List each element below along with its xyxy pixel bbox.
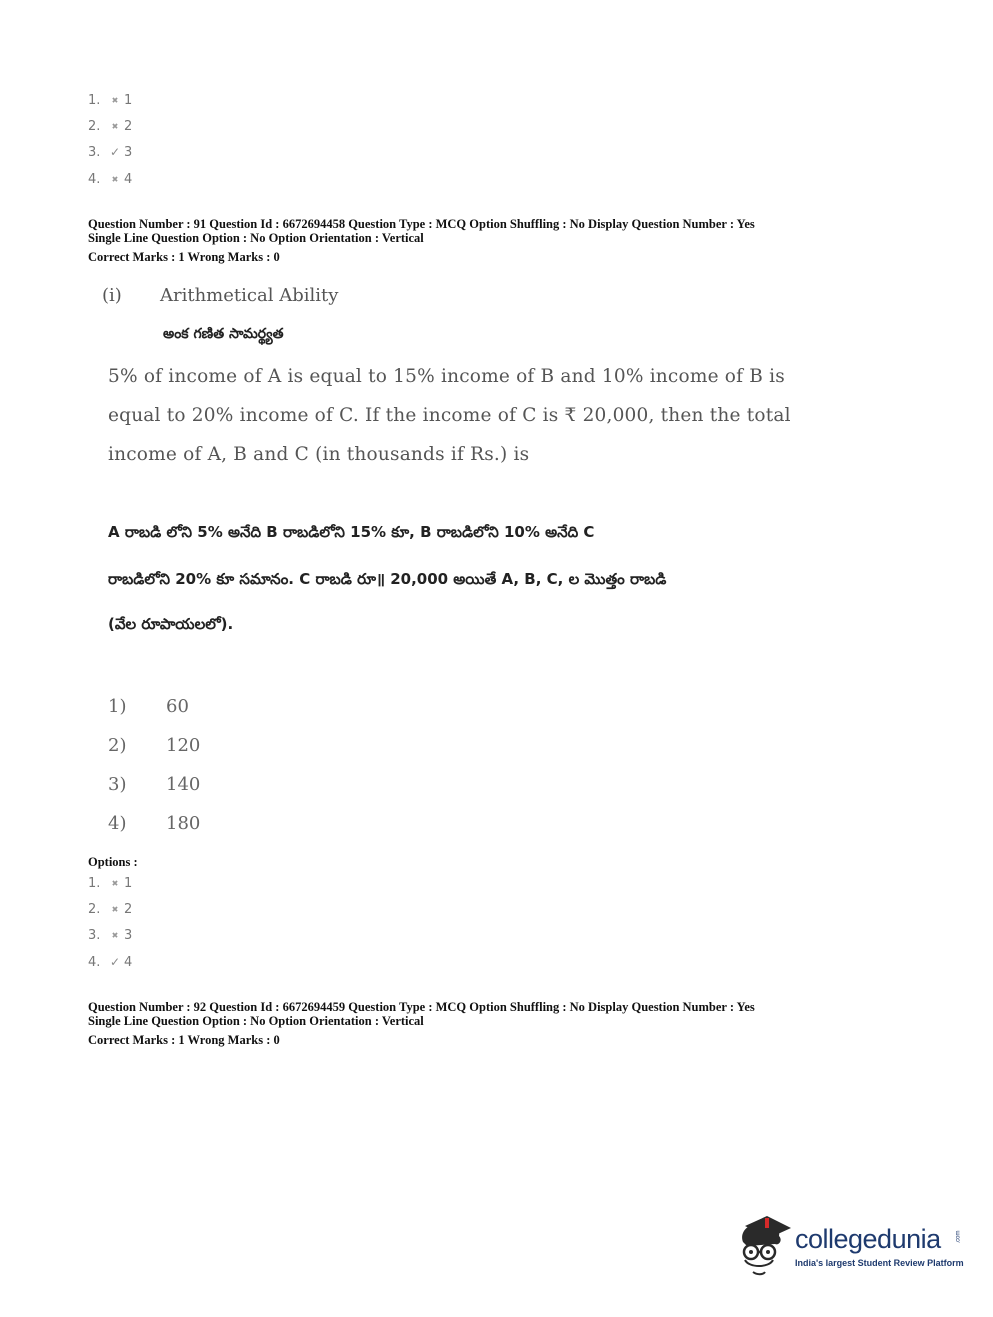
section-title: Arithmetical Ability <box>160 285 339 306</box>
wrong-mark-icon: ✖ <box>111 121 119 131</box>
question-english-line2: equal to 20% income of C. If the income of C is ₹ 20,000, then the total <box>108 405 791 426</box>
option-1: 1. ✖ 1 <box>88 875 133 891</box>
option-4: 4. ✓ 4 <box>88 954 133 970</box>
wrong-mark-icon: ✖ <box>111 174 119 184</box>
prev-option-1: 1. ✖ 1 <box>88 92 133 108</box>
wrong-mark-icon: ✖ <box>111 904 119 914</box>
logo-tagline: India's largest Student Review Platform <box>795 1258 964 1268</box>
q92-meta-line2: Single Line Question Option : No Option Orientation : Vertical <box>88 1014 424 1028</box>
question-telugu-line3: (వేల రూపాయలలో). <box>108 615 234 633</box>
q91-meta-line3: Correct Marks : 1 Wrong Marks : 0 <box>88 250 280 264</box>
q91-meta-line1: Question Number : 91 Question Id : 6672694458 Question Type : MCQ Option Shuffling : No Display Question Number : Yes <box>88 217 755 231</box>
section-title-telugu: అంక గణిత సామర్థ్యత <box>163 326 284 342</box>
prev-option-3: 3. ✓ 3 <box>88 144 133 160</box>
question-telugu-line1: A రాబడి లోని 5% అనేది B రాబడిలోని 15% కూ, B రాబడిలోని 10% అనేది C <box>108 523 595 541</box>
wrong-mark-icon: ✖ <box>111 930 119 940</box>
q92-meta-line3: Correct Marks : 1 Wrong Marks : 0 <box>88 1033 280 1047</box>
check-mark-icon: ✓ <box>109 955 121 969</box>
logo-suffix: .com <box>955 1230 962 1244</box>
option-3: 3. ✖ 3 <box>88 927 133 943</box>
wrong-mark-icon: ✖ <box>111 95 119 105</box>
answer-choice-4: 4) 180 <box>108 813 201 834</box>
options-label: Options : <box>88 855 138 869</box>
answer-choice-3: 3) 140 <box>108 774 201 795</box>
wrong-mark-icon: ✖ <box>111 878 119 888</box>
option-2: 2. ✖ 2 <box>88 901 133 917</box>
mascot-icon <box>735 1212 793 1278</box>
logo-name: collegedunia <box>795 1224 941 1254</box>
q91-meta-line2: Single Line Question Option : No Option Orientation : Vertical <box>88 231 424 245</box>
answer-choice-1: 1) 60 <box>108 696 189 717</box>
question-english-line3: income of A, B and C (in thousands if Rs.) is <box>108 444 530 465</box>
collegedunia-logo <box>735 1212 965 1282</box>
check-mark-icon: ✓ <box>109 145 121 159</box>
prev-option-4: 4. ✖ 4 <box>88 171 133 187</box>
question-telugu-line2: రాబడిలోని 20% కూ సమానం. C రాబడి రూ॥ 20,000 అయితే A, B, C, ల మొత్తం రాబడి <box>108 570 667 588</box>
section-number: (i) <box>102 285 122 306</box>
q92-meta-line1: Question Number : 92 Question Id : 6672694459 Question Type : MCQ Option Shuffling : No Display Question Number : Yes <box>88 1000 755 1014</box>
prev-option-2: 2. ✖ 2 <box>88 118 133 134</box>
question-english-line1: 5% of income of A is equal to 15% income of B and 10% income of B is <box>108 366 785 387</box>
answer-choice-2: 2) 120 <box>108 735 201 756</box>
